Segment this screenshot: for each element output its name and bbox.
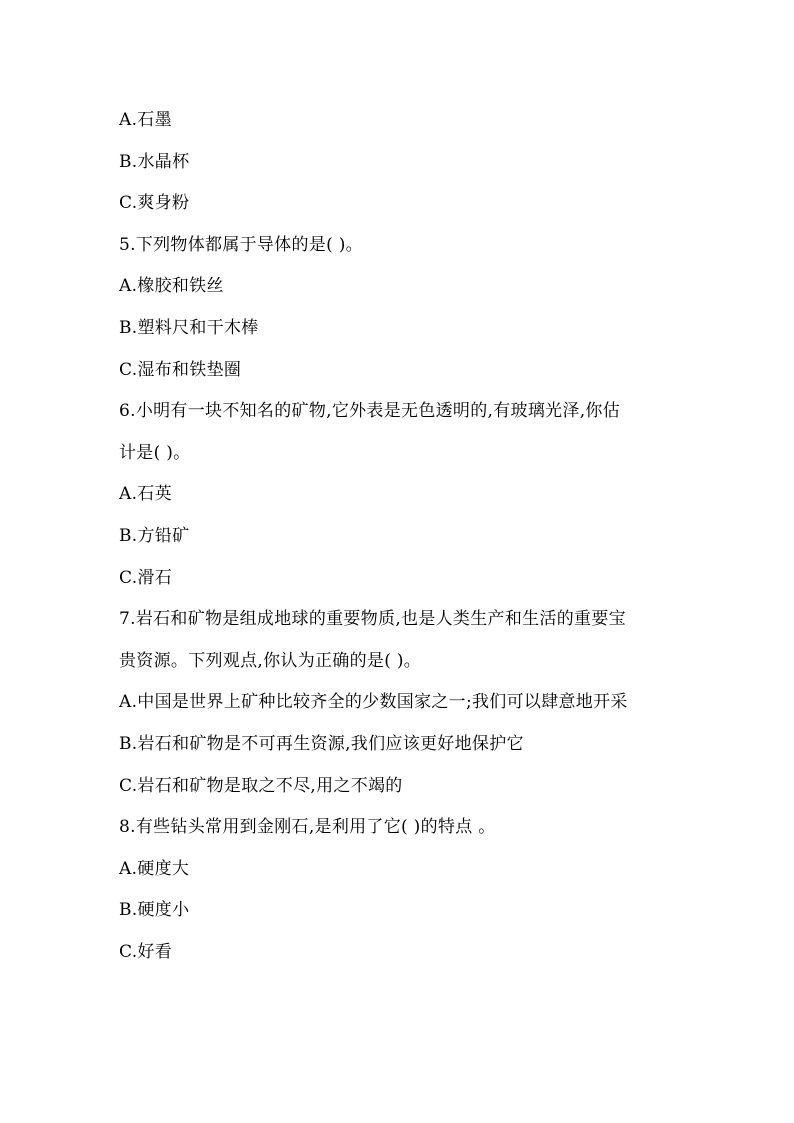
question-8: 8.有些钻头常用到金刚石,是利用了它( )的特点 。 [119,817,496,838]
question-6-option-c: C.滑石 [119,567,173,588]
question-6-option-a: A.石英 [119,484,172,505]
question-5-option-b: B.塑料尺和干木棒 [119,317,259,338]
question-8-option-b: B.硬度小 [119,900,190,921]
question-7-line-1: 7.岩石和矿物是组成地球的重要物质,也是人类生产和生活的重要宝 [119,609,626,630]
question-6-option-b: B.方铅矿 [119,525,190,546]
question-7-line-2: 贵资源。下列观点,你认为正确的是( )。 [119,650,422,671]
question-5: 5.下列物体都属于导体的是( )。 [119,234,363,255]
question-7-option-b: B.岩石和矿物是不可再生资源,我们应该更好地保护它 [119,733,524,754]
question-7-option-c: C.岩石和矿物是取之不尽,用之不竭的 [119,775,403,796]
question-8-option-a: A.硬度大 [119,858,190,879]
question-5-option-a: A.橡胶和铁丝 [119,276,224,297]
option-a-graphite: A.石墨 [119,110,172,130]
question-6-line-1: 6.小明有一块不知名的矿物,它外表是无色透明的,有玻璃光泽,你估 [119,401,621,422]
option-c-talcum-powder: C.爽身粉 [119,193,190,214]
question-8-option-c: C.好看 [119,941,173,962]
question-5-option-c: C.湿布和铁垫圈 [119,359,242,380]
question-7-option-a: A.中国是世界上矿种比较齐全的少数国家之一;我们可以肆意地开采 [119,692,628,713]
question-6-line-2: 计是( )。 [119,442,191,463]
option-b-crystal-cup: B.水晶杯 [119,151,190,172]
question-text-block [119,100,679,973]
